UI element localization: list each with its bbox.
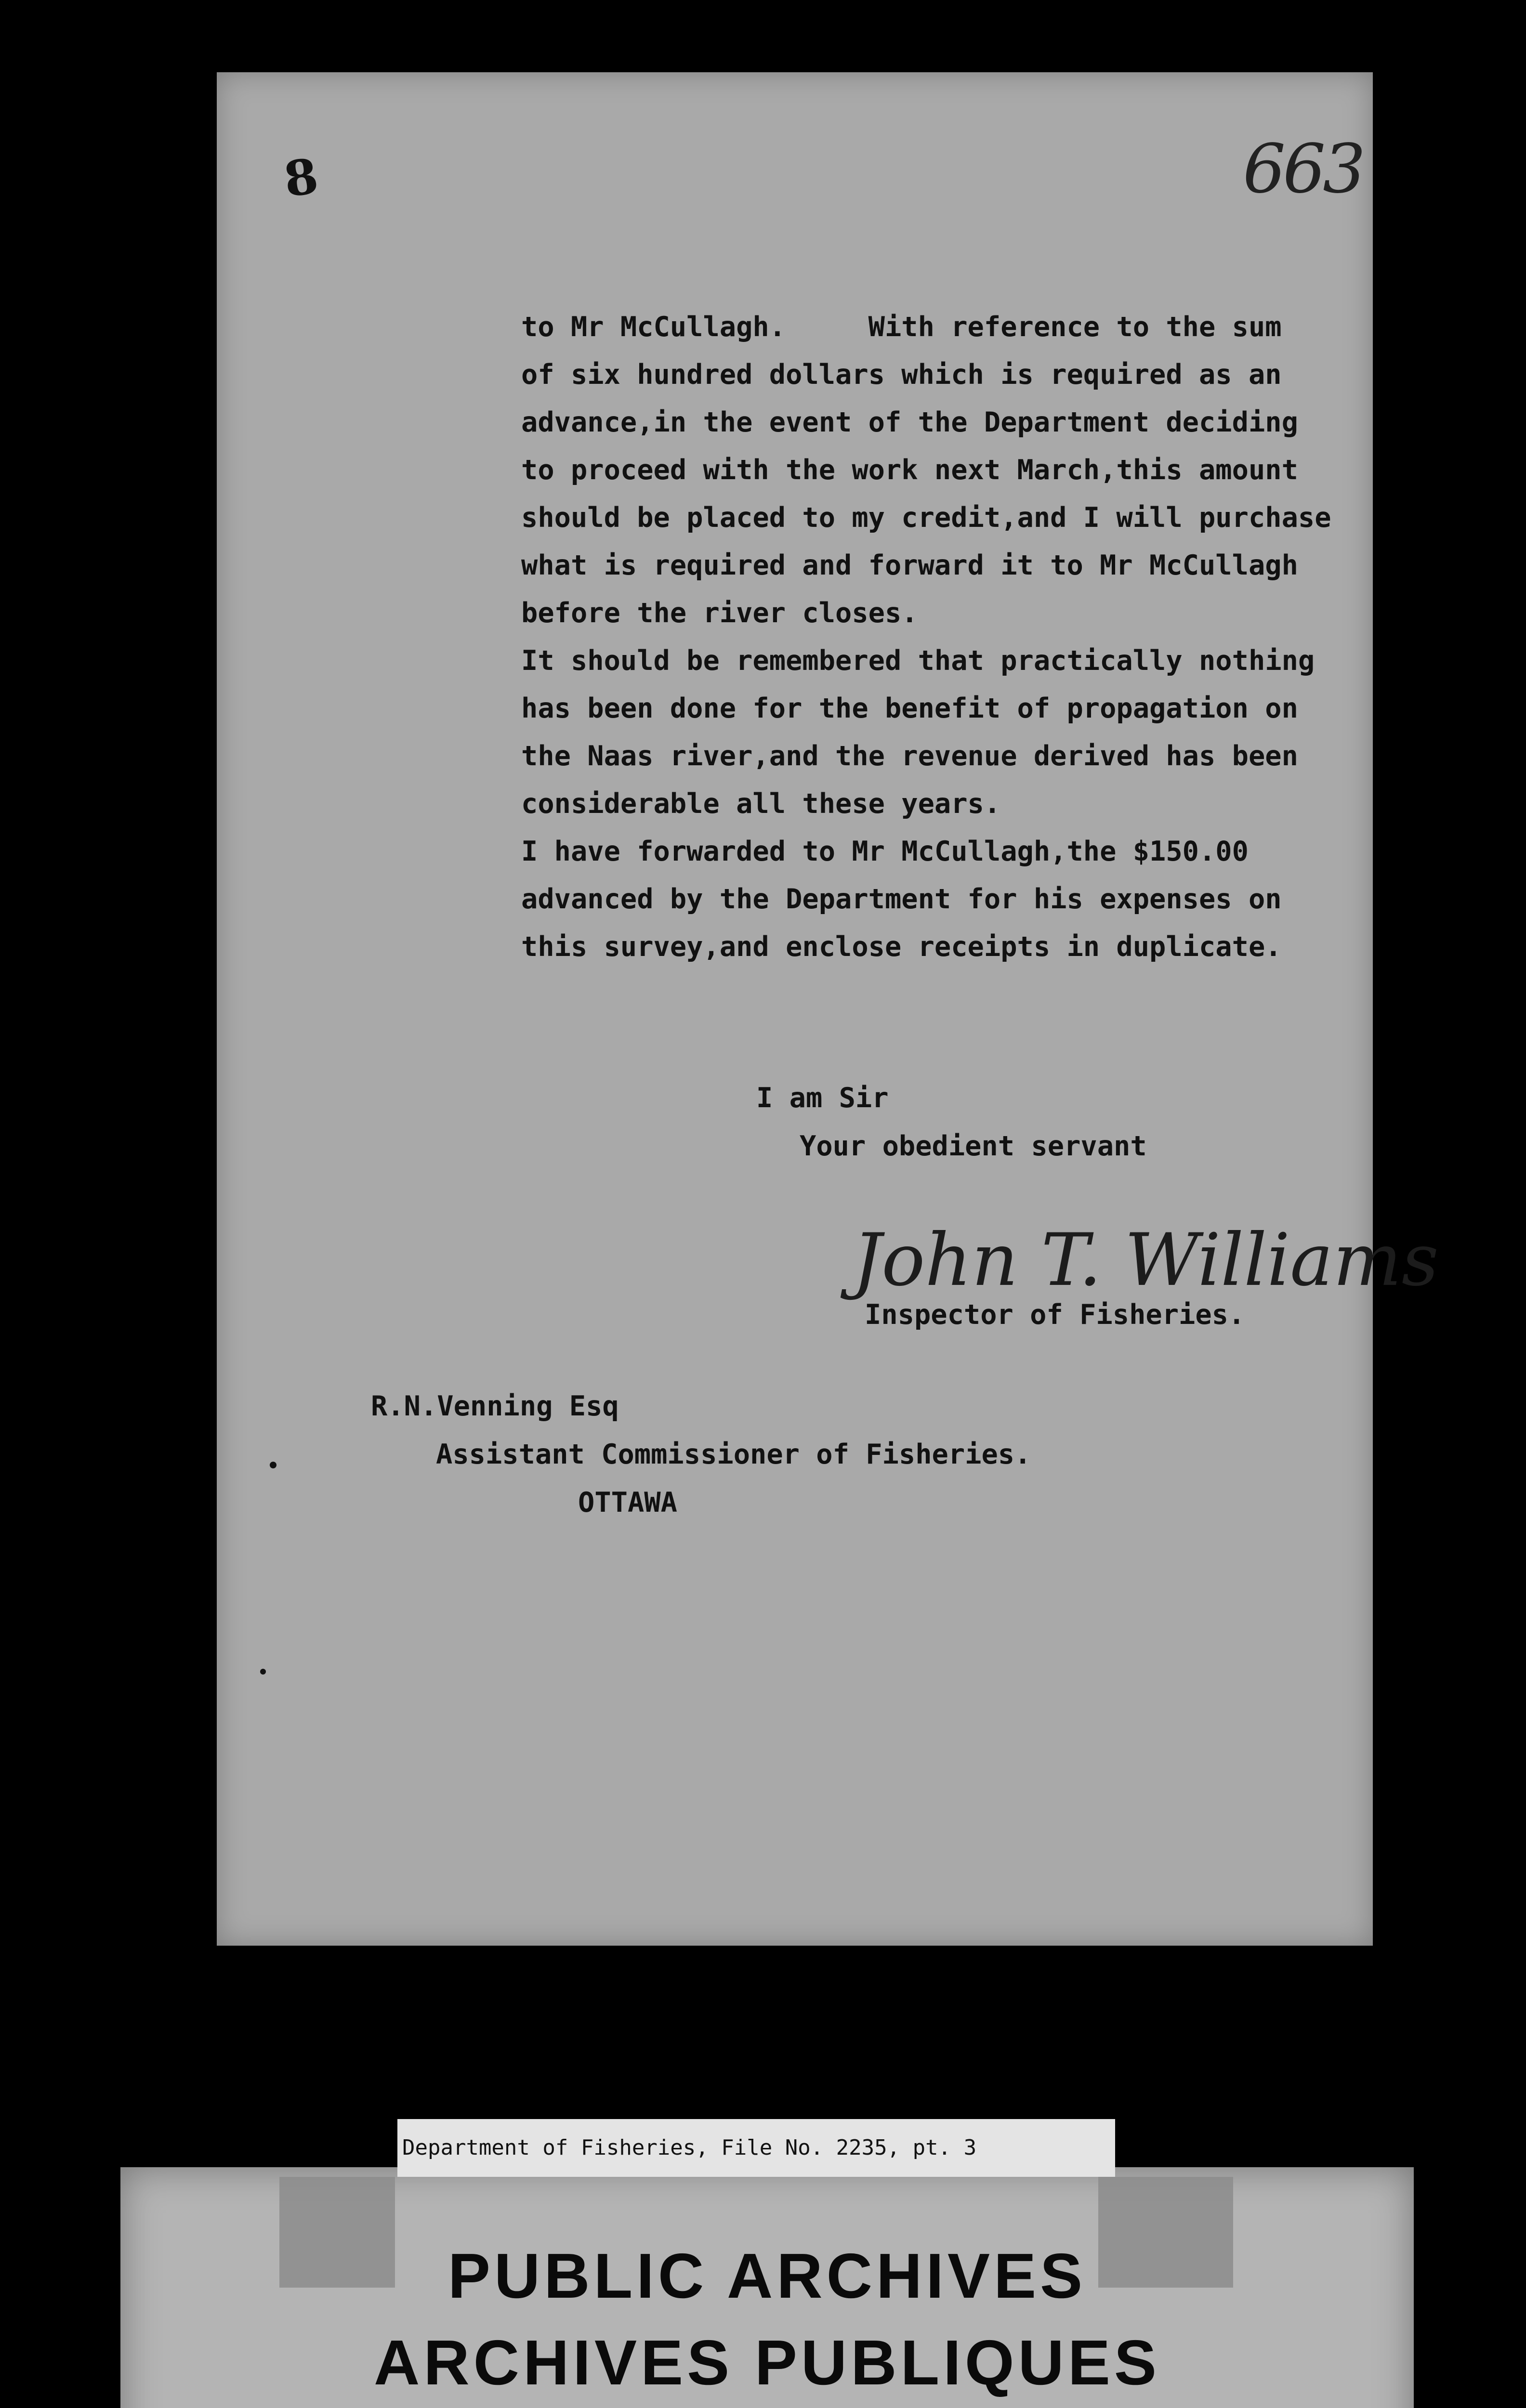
letter-body	[521, 303, 1331, 971]
file-reference-label: Department of Fisheries, File No. 2235, pt. 3	[397, 2119, 1115, 2177]
body-line: It should be remembered that practically nothing	[521, 645, 1315, 677]
paper-speck	[260, 1669, 266, 1675]
body-line: to proceed with the work next March,this amount	[521, 454, 1298, 486]
closing-valediction: Your obedient servant	[800, 1130, 1147, 1162]
body-line: of six hundred dollars which is required as an	[521, 359, 1282, 391]
body-line: to Mr McCullagh. With reference to the sum	[521, 311, 1282, 343]
body-line: before the river closes.	[521, 597, 918, 629]
body-line: has been done for the benefit of propagation on	[521, 693, 1298, 724]
corner-mark: 8	[280, 147, 322, 209]
stamp-line-french: ARCHIVES PUBLIQUES	[374, 2327, 1160, 2398]
body-line: this survey,and enclose receipts in duplicate.	[521, 931, 1282, 963]
addressee-position: Assistant Commissioner of Fisheries.	[436, 1439, 1031, 1470]
body-line: advance,in the event of the Department deciding	[521, 406, 1298, 438]
archives-stamp	[120, 2167, 1414, 2408]
stamp-line-english: PUBLIC ARCHIVES	[447, 2240, 1087, 2311]
addressee-name: R.N.Venning Esq	[371, 1390, 619, 1422]
body-line: I have forwarded to Mr McCullagh,the $150.00	[521, 836, 1249, 867]
body-line: the Naas river,and the revenue derived has been	[521, 740, 1298, 772]
handwritten-signature: John T. Williams	[853, 1218, 1439, 1302]
body-line: considerable all these years.	[521, 788, 1001, 820]
body-line: should be placed to my credit,and I will purchase	[521, 502, 1331, 534]
paper-speck	[270, 1462, 276, 1468]
addressee-city: OTTAWA	[578, 1487, 677, 1518]
body-line: advanced by the Department for his expenses on	[521, 883, 1282, 915]
signatory-title: Inspector of Fisheries.	[865, 1299, 1245, 1331]
body-line: what is required and forward it to Mr McCullagh	[521, 550, 1298, 581]
handwritten-page-number: 663	[1243, 130, 1363, 209]
closing-salutation: I am Sir	[756, 1082, 889, 1114]
